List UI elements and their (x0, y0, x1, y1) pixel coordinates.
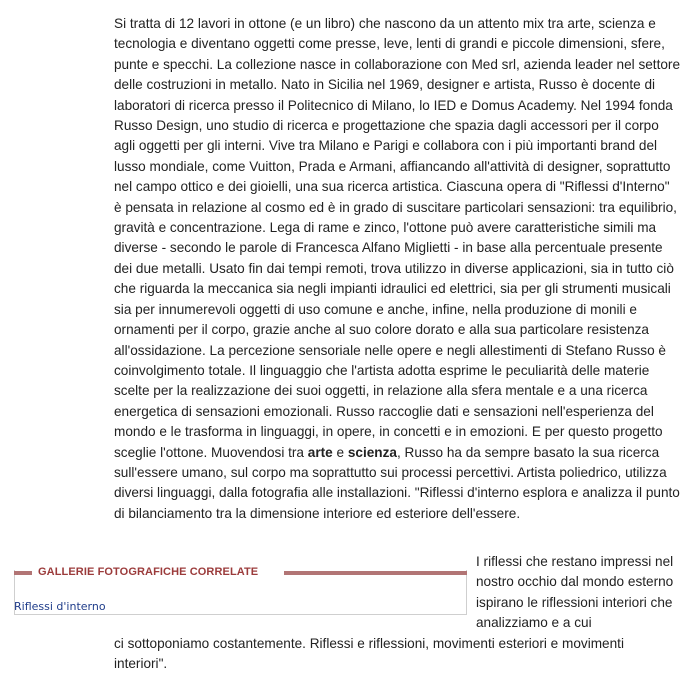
related-galleries-header (14, 566, 467, 582)
related-galleries-title: GALLERIE FOTOGRAFICHE CORRELATE (38, 566, 259, 578)
article-paragraph-end: , Russo ha da sempre basato la sua ricerca sull'essere umano, sul corpo ma soprattutto sui processi percettivi. Artista poliedrico, utilizza diversi linguaggi, dalla fotografia alle installazioni. "Riflessi d'interno esplora e analizza il punto di bilanciamento tra la dimensione interiore ed esteriore dell'essere. (114, 444, 680, 521)
header-bar-right (284, 571, 467, 575)
bold-scienza: scienza (347, 444, 397, 460)
article-paragraph: Si tratta di 12 lavori in ottone (e un libro) che nascono da un attento mix tra arte, scienza e tecnologia e diventano oggetti come presse, leve, lenti di grandi e piccole dimensioni, sfere, punte e specchi. La collezione nasce in collaborazione con Med srl, azienda leader nel settore delle costruzioni in metallo. Nato in Sicilia nel 1969, designer e artista, Russo è docente di laboratori di ricerca presso il Politecnico di Milano, lo IED e Domus Academy. Nel 1994 fonda Russo Design, uno studio di ricerca e progettazione che spazia dagli accessori per il corpo agli oggetti per gli interni. Vive tra Milano e Parigi e collabora con i più importanti brand del lusso mondiale, come Vuitton, Prada e Armani, affiancando all'attività di designer, soprattutto nel campo ottico e dei gioielli, una sua ricerca artistica. Ciascuna opera di "Riflessi d'Interno" è pensata in relazione al cosmo ed è in grado di suscitare particolari sensazioni: tra equilibrio, gravità e concentrazione. Lega di rame e zinco, l'ottone può avere caratteristiche simili ma diverse - secondo le parole di Francesca Alfano Miglietti - in base alla percentuale presente dei due metalli. Usato fin dai tempi remoti, trova utilizzo in diverse applicazioni, sia in tutto ciò che riguarda la meccanica sia negli impianti idraulici ed elettrici, sia per gli strumenti musicali sia per innumerevoli oggetti di uso comune e anche, infine, nella produzione di monili e ornamenti per il corpo, grazie anche al suo colore dorato e alla sua particolare resistenza all'ossidazione. La percezione sensoriale nelle opere e negli allestimenti di Stefano Russo è coinvolgimento totale. Il linguaggio che l'artista adotta esprime le peculiarità delle materie scelte per la realizzazione dei suoi oggetti, in relazione alla sfera mentale e a una ricerca energetica di sensazioni emozionali. Russo raccoglie dati e sensazioni nell'esperienza del mondo e le trasforma in linguaggi, in opere, in concetti e in emozioni. E per questo progetto sceglie l'ottone. Muovendosi tra (114, 16, 680, 460)
article-side-text: I riflessi che restano impressi nel nostro occhio dal mondo esterno ispirano le riflessioni interiori che analizziamo e a cui (476, 554, 674, 631)
header-bar-left (14, 571, 32, 575)
article-body (114, 14, 680, 524)
article-tail-text: ci sottoponiamo costantemente. Riflessi e riflessioni, movimenti esteriori e movimenti interiori". (114, 636, 624, 672)
conjunction: e (336, 444, 345, 460)
gallery-link-riflessi[interactable]: Riflessi d'interno (14, 600, 106, 613)
bold-arte: arte (307, 444, 333, 460)
